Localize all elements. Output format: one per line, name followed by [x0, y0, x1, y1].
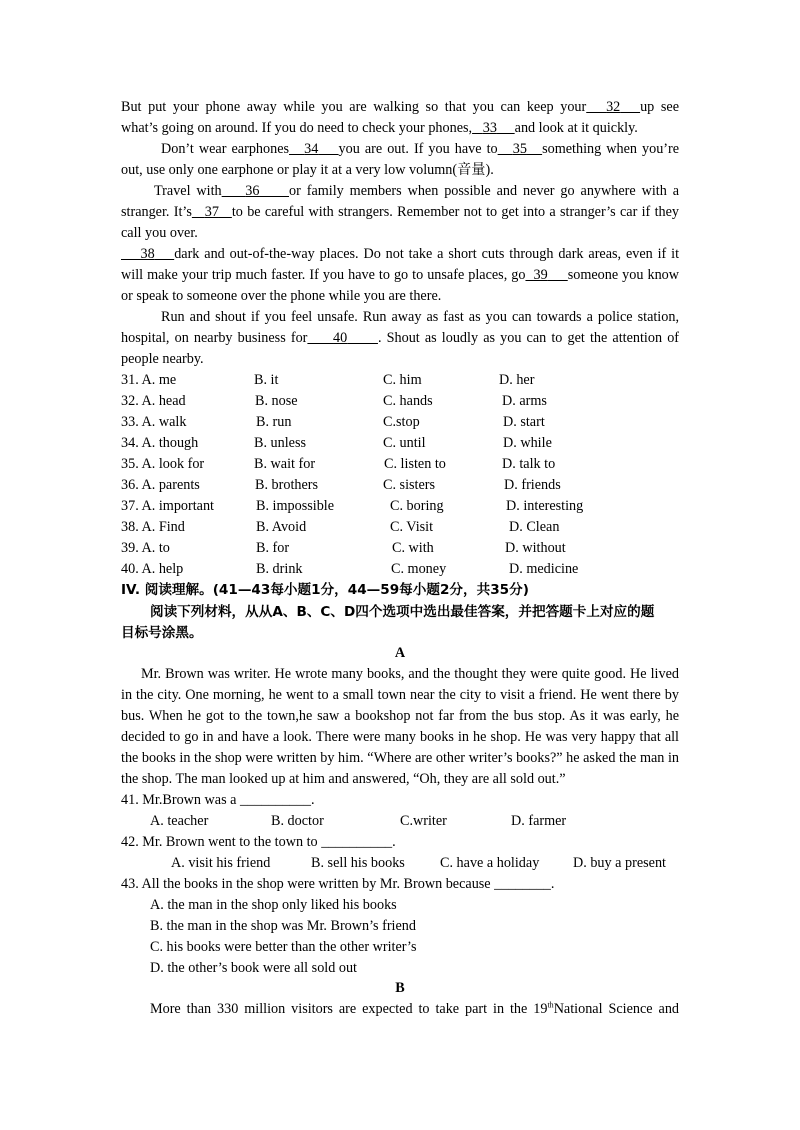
q42-option-b: B. sell his books	[311, 855, 405, 871]
q42-option-a: A. visit his friend	[171, 855, 271, 871]
q42-option-c: C. have a holiday	[440, 855, 540, 871]
cloze-line-9: will make your trip much faster. If you have to go to unsafe places, go 39 someone you know	[121, 267, 679, 283]
passage-a-line: the shop. The man looked up at him and answered, “Oh, they are all sold out.”	[121, 771, 566, 787]
cloze-line-1: But put your phone away while you are walking so that you can keep your 32 up see	[121, 99, 679, 115]
section-instruction-cont: 目标号涂黑。	[121, 625, 203, 641]
cloze-line-13: people nearby.	[121, 351, 204, 367]
cloze-line-11: Run and shout if you feel unsafe. Run away as fast as you can towards a police station,	[161, 309, 679, 325]
passage-b-line: More than 330 million visitors are expected to take part in the 19thNational Science and	[150, 1000, 680, 1017]
passage-a-line: bus. When he got to the town,he saw a bookshop not far from the bus stop. As it was early, he	[121, 708, 679, 724]
exam-page: But put your phone away while you are walking so that you can keep your 32 up see what’s going on around. If you do need to check your phones, 33 and look at it quickly. Don’t wear earphones 34 you are out. If you have to 35 something when you’re out, use only one earphone or play it at a very low volumn(音量). Travel with 36 or family members when possible and never go anywhere with a stranger. It’s 37 to be careful with strangers. Remember not to get into a stranger’s car if they call you over. 38 dark and out-of-the-way places. Do not take a short cuts through dark areas, even if it will make your trip much faster. If you have to go to unsafe places, go 39 someone you know or speak to someone over the phone while you are there. Run and shout if you feel unsafe. Run away as fast as you can towards a police station, hospital, on nearby business for 40 . Shout as loudly as you can to get the attention of people nearby. 31. A. me B. it C. him D. her 32. A. head B. nose C. hands D. arms 33. A. walk B. run C.stop D. start 34. A. though B. unless C. until D. while 35. A. look for B. wait for C. listen to D. talk to 36. A. parents B. brothers C. sisters D. friends 37. A. important B. impossible C. boring D. interesting 38. A. Find B. Avoid C. Visit D. Clean 39. A. to B. for C. with D. without 40. A. help B. drink C. money D. medicine IV. 阅读理解。(41—43每小题1分，44—59每小题2分，共35分) 阅读下列材料，从从A、B、C、D四个选项中选出最佳答案，并把答题卡上对应的题 目标号涂黑。 A Mr. Brown was writer. He wrote many books, and the thought they were quite good. He lived in the city. One morning, he went to a small town near the city to visit a friend. He went there by bus. When he got to the town,he saw a bookshop not far from the bus stop. As it was early, he decided to go in and have a look. There were many books in he shop. He was very happy that all the books in the shop were written by him. “Where are other writer’s books?” he asked the man in the shop. The man looked up at him and answered, “Oh, they are all sold out.” 41. Mr.Brown was a __________. A. teacher B. doctor C.writer D. farmer 42. Mr. Brown went to the town to __________. A. visit his friend B. sell his books C. have a holiday D. buy a present 43. All the books in the shop were written by Mr. Brown because ________. A. the man in the shop only liked his books B. the man in the shop was Mr. Brown’s friend C. his books were better than the other writer’s D. the other’s book were all sold out B More than 330 million visitors are expected to take part in the 19thNational Science and	[0, 0, 800, 1130]
blank-35: 35	[512, 141, 527, 157]
q43-option-b: B. the man in the shop was Mr. Brown’s friend	[150, 918, 416, 934]
cloze-line-3: Don’t wear earphones 34 you are out. If you have to 35 something when you’re	[161, 141, 680, 157]
q41-option-d: D. farmer	[511, 813, 567, 829]
blank-33: 33	[482, 120, 497, 136]
blank-37: 37	[204, 204, 219, 220]
cloze-line-6: stranger. It’s 37 to be careful with strangers. Remember not to get into a stranger’s car if they	[121, 204, 679, 220]
cloze-line-2: what’s going on around. If you do need to check your phones, 33 and look at it quickly.	[121, 120, 638, 136]
blank-34: 34	[304, 141, 319, 157]
cloze-line-12: hospital, on nearby business for 40 . Shout as loudly as you can to get the attention of	[121, 330, 680, 346]
q41-option-c: C.writer	[400, 813, 447, 829]
question-41-stem: 41. Mr.Brown was a __________.	[121, 792, 315, 808]
passage-a-line: decided to go in and have a look. There were many books in he shop. He was very happy that all	[121, 729, 679, 745]
section-heading: IV. 阅读理解。(41—43每小题1分，44—59每小题2分，共35分)	[121, 582, 529, 598]
q41-option-a: A. teacher	[150, 813, 209, 829]
cloze-line-8: 38 dark and out-of-the-way places. Do not take a short cuts through dark areas, even if it	[121, 244, 679, 264]
blank-38: 38	[140, 246, 155, 262]
blank-36: 36	[245, 183, 260, 199]
q43-option-a: A. the man in the shop only liked his books	[150, 897, 397, 913]
passage-a-line: in the city. One morning, he went to a small town near the city to visit a friend. He went there by	[121, 687, 679, 703]
question-43-stem: 43. All the books in the shop were written by Mr. Brown because ________.	[121, 876, 555, 892]
cloze-line-5: Travel with 36 or family members when possible and never go anywhere with a	[154, 183, 679, 199]
passage-b-label: B	[395, 980, 405, 996]
blank-32: 32	[606, 99, 621, 115]
q43-option-c: C. his books were better than the other writer’s	[150, 939, 417, 955]
passage-a-label: A	[394, 645, 406, 661]
question-42-stem: 42. Mr. Brown went to the town to __________.	[121, 834, 396, 850]
cloze-line-7: call you over.	[121, 225, 198, 241]
blank-40: 40	[333, 330, 348, 346]
q42-option-d: D. buy a present	[573, 855, 666, 871]
q43-option-d: D. the other’s book were all sold out	[150, 960, 357, 976]
q41-option-b: B. doctor	[271, 813, 324, 829]
cloze-line-10: or speak to someone over the phone while you are there.	[121, 288, 442, 304]
passage-a-line: the books in the shop were written by him. “Where are other writer’s books?” he asked the man in	[121, 750, 679, 766]
section-instruction: 阅读下列材料，从从A、B、C、D四个选项中选出最佳答案，并把答题卡上对应的题	[150, 604, 655, 620]
blank-39: 39	[533, 267, 548, 283]
cloze-line-4: out, use only one earphone or play it at a very low volumn(音量).	[121, 162, 494, 178]
passage-a-line: Mr. Brown was writer. He wrote many books, and the thought they were quite good. He lived	[141, 666, 679, 682]
